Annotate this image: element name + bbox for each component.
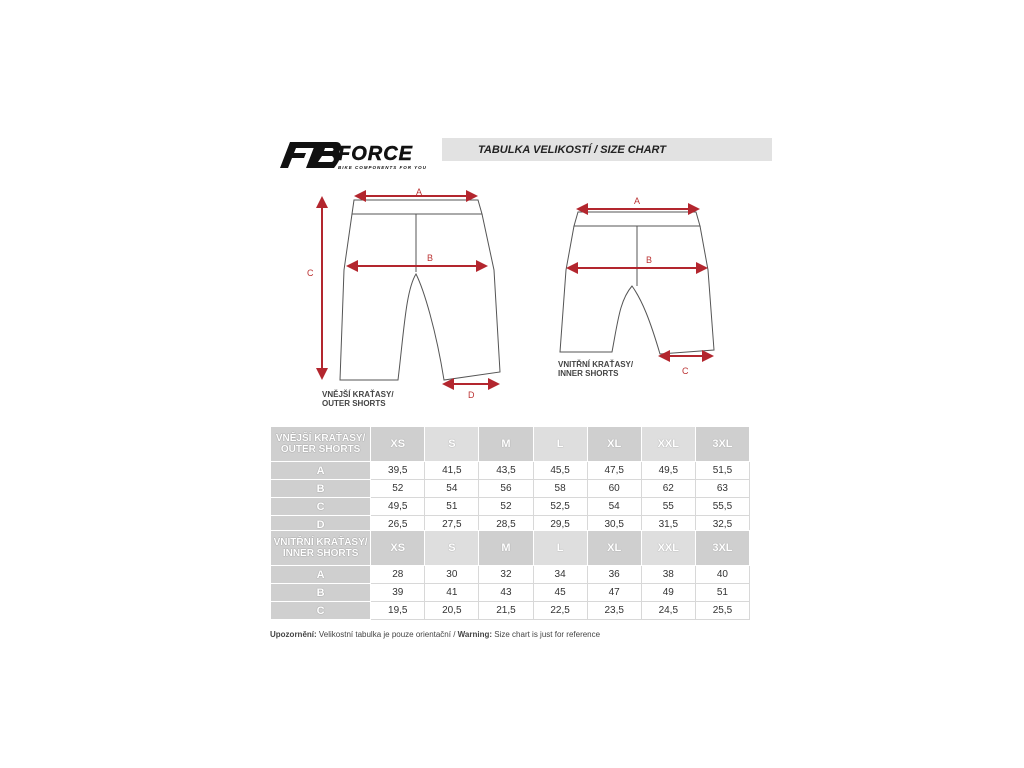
table-row bbox=[271, 462, 750, 480]
table-cell: 36 bbox=[587, 566, 641, 584]
table-cell: 55 bbox=[641, 498, 695, 516]
row-label: C bbox=[271, 602, 371, 620]
row-label: C bbox=[271, 498, 371, 516]
table-cell: 49,5 bbox=[371, 498, 425, 516]
table-cell: 43,5 bbox=[479, 462, 533, 480]
table-cell: 32 bbox=[479, 566, 533, 584]
table-cell: 55,5 bbox=[695, 498, 749, 516]
table-cell: 31,5 bbox=[641, 516, 695, 534]
inner-dimension-lines bbox=[568, 209, 712, 356]
outer-label-c: C bbox=[307, 268, 314, 278]
inner-label-b: B bbox=[646, 255, 653, 265]
outer-shorts-drawing bbox=[340, 200, 500, 380]
inner-label-c: C bbox=[682, 366, 689, 376]
table-cell: 56 bbox=[479, 480, 533, 498]
table-cell: 43 bbox=[479, 584, 533, 602]
table-cell: 45,5 bbox=[533, 462, 587, 480]
table-header-row bbox=[271, 427, 750, 462]
table-cell: 30,5 bbox=[587, 516, 641, 534]
inner-size-table bbox=[270, 530, 750, 620]
outer-size-table bbox=[270, 426, 750, 534]
table-cell: 47 bbox=[587, 584, 641, 602]
size-header: M bbox=[479, 531, 533, 566]
table-cell: 29,5 bbox=[533, 516, 587, 534]
outer-label-d: D bbox=[468, 390, 475, 400]
table-cell: 38 bbox=[641, 566, 695, 584]
table-row bbox=[271, 602, 750, 620]
page-title: TABULKA VELIKOSTÍ / SIZE CHART bbox=[478, 144, 667, 156]
size-header: L bbox=[533, 531, 587, 566]
table-cell: 47,5 bbox=[587, 462, 641, 480]
row-label: B bbox=[271, 480, 371, 498]
table-cell: 41,5 bbox=[425, 462, 479, 480]
table-cell: 40 bbox=[695, 566, 749, 584]
table-cell: 51 bbox=[425, 498, 479, 516]
size-header: S bbox=[425, 427, 479, 462]
table-cell: 39 bbox=[371, 584, 425, 602]
table-cell: 51,5 bbox=[695, 462, 749, 480]
table-cell: 30 bbox=[425, 566, 479, 584]
table-cell: 21,5 bbox=[479, 602, 533, 620]
size-header: 3XL bbox=[695, 427, 749, 462]
table-cell: 28 bbox=[371, 566, 425, 584]
logo-wordmark: FORCE bbox=[338, 143, 413, 165]
table-cell: 60 bbox=[587, 480, 641, 498]
table-cell: 49 bbox=[641, 584, 695, 602]
inner-shorts-drawing bbox=[560, 212, 714, 354]
table-cell: 25,5 bbox=[695, 602, 749, 620]
table-cell: 54 bbox=[425, 480, 479, 498]
table-cell: 26,5 bbox=[371, 516, 425, 534]
table-cell: 39,5 bbox=[371, 462, 425, 480]
table-cell: 19,5 bbox=[371, 602, 425, 620]
table-cell: 32,5 bbox=[695, 516, 749, 534]
table-cell: 24,5 bbox=[641, 602, 695, 620]
table-cell: 52 bbox=[479, 498, 533, 516]
table-cell: 63 bbox=[695, 480, 749, 498]
table-row bbox=[271, 584, 750, 602]
row-label: A bbox=[271, 566, 371, 584]
table-cell: 34 bbox=[533, 566, 587, 584]
inner-shorts-caption: VNITŘNÍ KRAŤASY/ INNER SHORTS bbox=[558, 360, 634, 378]
table-cell: 62 bbox=[641, 480, 695, 498]
table-cell: 45 bbox=[533, 584, 587, 602]
logo-tagline: BIKE COMPONENTS FOR YOU bbox=[338, 165, 427, 170]
table-row bbox=[271, 480, 750, 498]
row-label: B bbox=[271, 584, 371, 602]
table-cell: 20,5 bbox=[425, 602, 479, 620]
size-header: XS bbox=[371, 531, 425, 566]
table-cell: 27,5 bbox=[425, 516, 479, 534]
inner-label-a: A bbox=[634, 196, 641, 206]
outer-shorts-caption: VNĚJŠÍ KRAŤASY/ OUTER SHORTS bbox=[322, 390, 394, 408]
outer-label-a: A bbox=[416, 187, 423, 197]
table-cell: 23,5 bbox=[587, 602, 641, 620]
table-cell: 49,5 bbox=[641, 462, 695, 480]
table-cell: 51 bbox=[695, 584, 749, 602]
size-header: L bbox=[533, 427, 587, 462]
size-header: XL bbox=[587, 531, 641, 566]
table-cell: 41 bbox=[425, 584, 479, 602]
table-cell: 22,5 bbox=[533, 602, 587, 620]
size-header: M bbox=[479, 427, 533, 462]
table-cell: 52,5 bbox=[533, 498, 587, 516]
table-row bbox=[271, 498, 750, 516]
table-cell: 28,5 bbox=[479, 516, 533, 534]
size-header: XL bbox=[587, 427, 641, 462]
table-header-row bbox=[271, 531, 750, 566]
footnote: Upozornění: Velikostní tabulka je pouze orientační / Warning: Size chart is just for reference bbox=[270, 630, 601, 639]
row-label: A bbox=[271, 462, 371, 480]
size-header: S bbox=[425, 531, 479, 566]
table-cell: 52 bbox=[371, 480, 425, 498]
table-row bbox=[271, 566, 750, 584]
size-header: XXL bbox=[641, 427, 695, 462]
size-header: 3XL bbox=[695, 531, 749, 566]
table-cell: 58 bbox=[533, 480, 587, 498]
size-header: XXL bbox=[641, 531, 695, 566]
table-title: VNITŘNÍ KRAŤASY/ INNER SHORTS bbox=[271, 531, 371, 566]
outer-label-b: B bbox=[427, 253, 434, 263]
row-label: D bbox=[271, 516, 371, 534]
table-title: VNĚJŠÍ KRAŤASY/ OUTER SHORTS bbox=[271, 427, 371, 462]
size-header: XS bbox=[371, 427, 425, 462]
table-cell: 54 bbox=[587, 498, 641, 516]
